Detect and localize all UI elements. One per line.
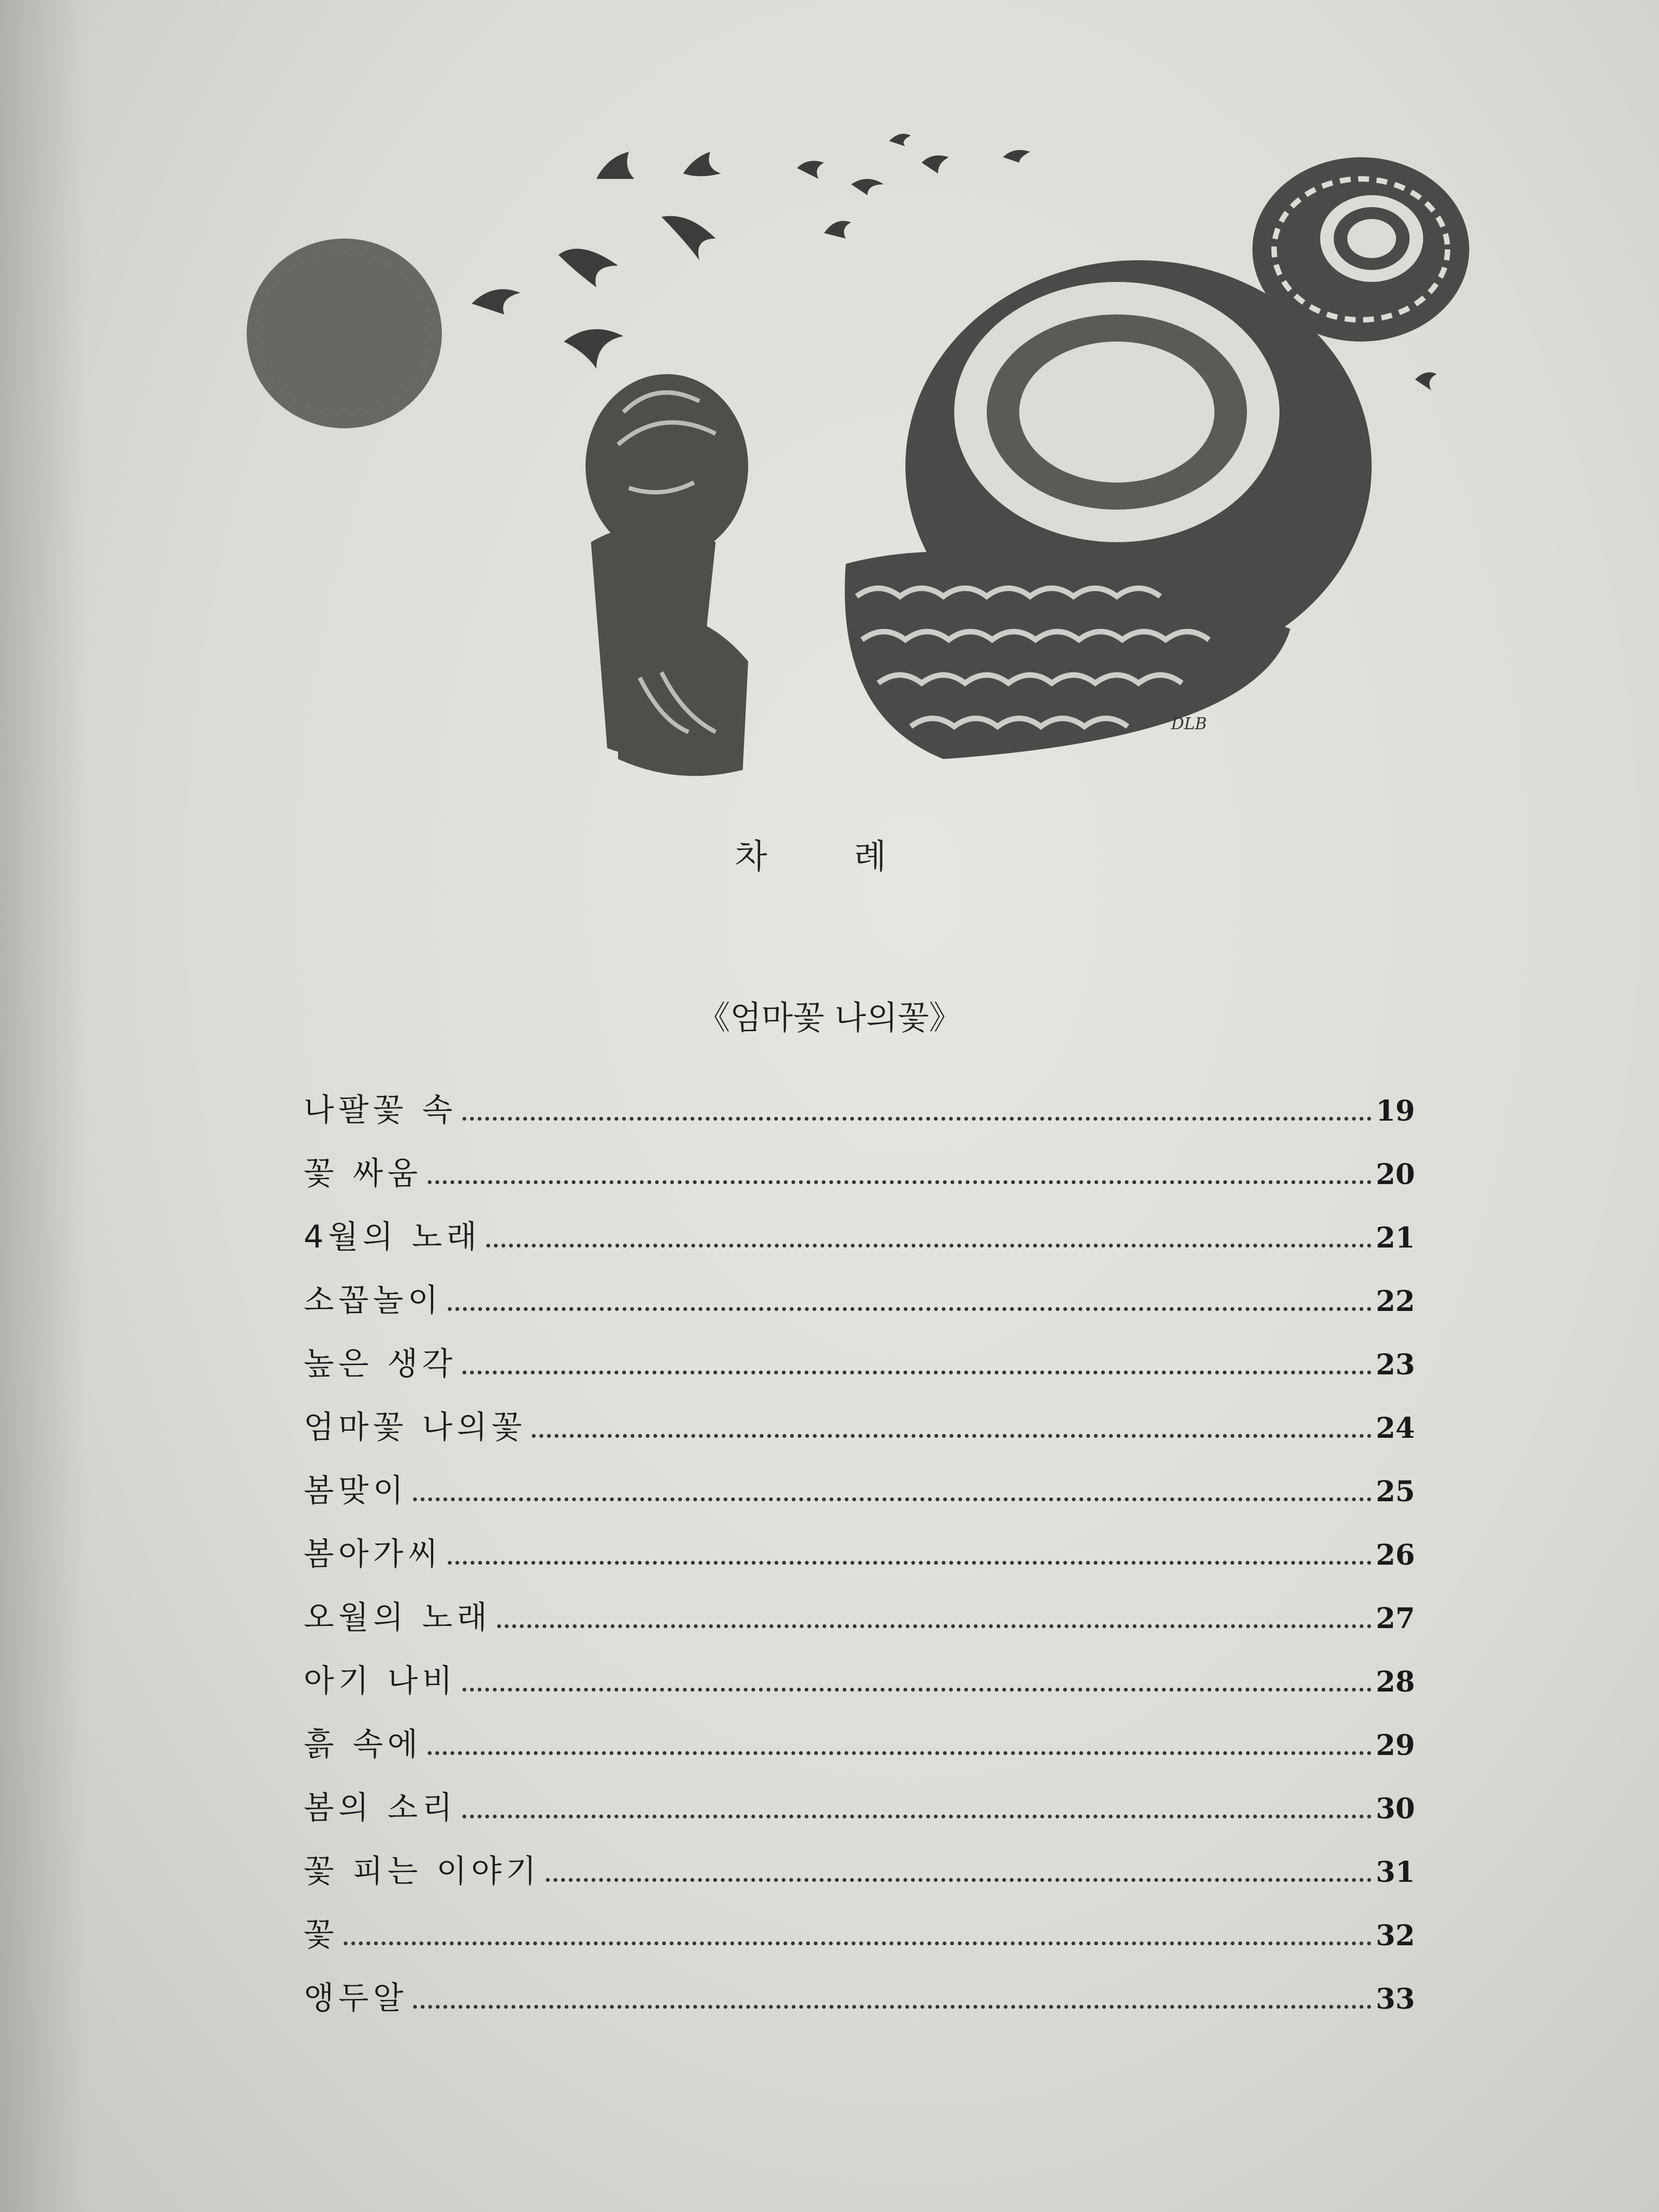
table-of-contents — [304, 1084, 1415, 2036]
leader-dots — [428, 1180, 1372, 1184]
leader-dots — [462, 1371, 1372, 1374]
toc-entry[interactable] — [304, 1401, 1415, 1465]
toc-entry[interactable] — [304, 1148, 1415, 1211]
toc-entry-title: 봄맞이 — [304, 1472, 408, 1509]
leader-dots — [486, 1244, 1371, 1248]
toc-entry-page: 28 — [1375, 1666, 1415, 1699]
section-title: 《엄마꽃 나의꽃》 — [697, 999, 962, 1037]
toc-entry-title: 아기 나비 — [304, 1662, 457, 1699]
toc-entry-page: 20 — [1375, 1158, 1415, 1191]
leader-dots — [413, 1497, 1372, 1501]
toc-entry-page: 32 — [1375, 1919, 1415, 1952]
toc-entry[interactable] — [304, 1909, 1415, 1972]
artist-mark: DLB — [1171, 715, 1207, 734]
leader-dots — [448, 1561, 1372, 1565]
toc-entry-page: 19 — [1375, 1095, 1415, 1128]
leader-dots — [344, 1941, 1372, 1945]
toc-entry[interactable] — [304, 1846, 1415, 1909]
toc-entry-title: 꽃 — [304, 1916, 339, 1953]
toc-entry[interactable] — [304, 1528, 1415, 1592]
toc-entry-title: 봄의 소리 — [304, 1789, 457, 1826]
toc-entry[interactable] — [304, 1275, 1415, 1338]
toc-entry-title: 흙 속에 — [304, 1726, 422, 1763]
toc-entry[interactable] — [304, 1592, 1415, 1655]
toc-entry-title: 봄아가씨 — [304, 1535, 443, 1572]
toc-entry[interactable] — [304, 1084, 1415, 1148]
leader-dots — [497, 1624, 1372, 1628]
leader-dots — [546, 1878, 1372, 1882]
toc-entry-page: 33 — [1375, 1983, 1415, 2016]
toc-entry-title: 소꼽놀이 — [304, 1282, 443, 1319]
toc-entry[interactable] — [304, 1338, 1415, 1401]
toc-entry-page: 27 — [1375, 1602, 1415, 1635]
contents-title: 차 례 — [735, 837, 924, 876]
toc-entry[interactable] — [304, 1972, 1415, 2036]
toc-entry-title: 앵두알 — [304, 1979, 408, 2016]
toc-entry-page: 21 — [1375, 1221, 1415, 1255]
toc-entry[interactable] — [304, 1782, 1415, 1846]
leader-dots — [428, 1751, 1372, 1755]
woodcut-illustration — [239, 98, 1486, 802]
leader-dots — [532, 1434, 1372, 1438]
toc-entry-title: 오월의 노래 — [304, 1599, 492, 1636]
toc-entry[interactable] — [304, 1465, 1415, 1528]
toc-entry-page: 25 — [1375, 1475, 1415, 1508]
toc-entry-page: 24 — [1375, 1412, 1415, 1445]
small-flower — [1252, 157, 1469, 342]
toc-entry[interactable] — [304, 1719, 1415, 1782]
toc-entry-page: 31 — [1375, 1856, 1415, 1889]
flower-nest — [845, 260, 1372, 759]
leader-dots — [462, 1815, 1372, 1818]
leader-dots — [462, 1117, 1372, 1121]
leader-dots — [462, 1688, 1372, 1692]
toc-entry[interactable] — [304, 1655, 1415, 1719]
leader-dots — [413, 2005, 1372, 2009]
toc-entry-title: 엄마꽃 나의꽃 — [304, 1409, 526, 1445]
toc-entry-page: 30 — [1375, 1792, 1415, 1825]
toc-entry-title: 4월의 노래 — [304, 1218, 481, 1255]
moon-shape — [247, 239, 442, 428]
toc-entry-title: 나팔꽃 속 — [304, 1091, 457, 1128]
page-shadow — [0, 0, 87, 2212]
toc-entry-title: 꽃 피는 이야기 — [304, 1853, 541, 1889]
toc-entry-page: 26 — [1375, 1539, 1415, 1572]
toc-entry-title: 꽃 싸움 — [304, 1155, 422, 1192]
leader-dots — [448, 1307, 1372, 1311]
toc-entry-title: 높은 생각 — [304, 1345, 457, 1382]
toc-entry-page: 29 — [1375, 1729, 1415, 1762]
toc-entry-page: 22 — [1375, 1285, 1415, 1318]
toc-entry-page: 23 — [1375, 1348, 1415, 1381]
toc-entry[interactable] — [304, 1211, 1415, 1275]
